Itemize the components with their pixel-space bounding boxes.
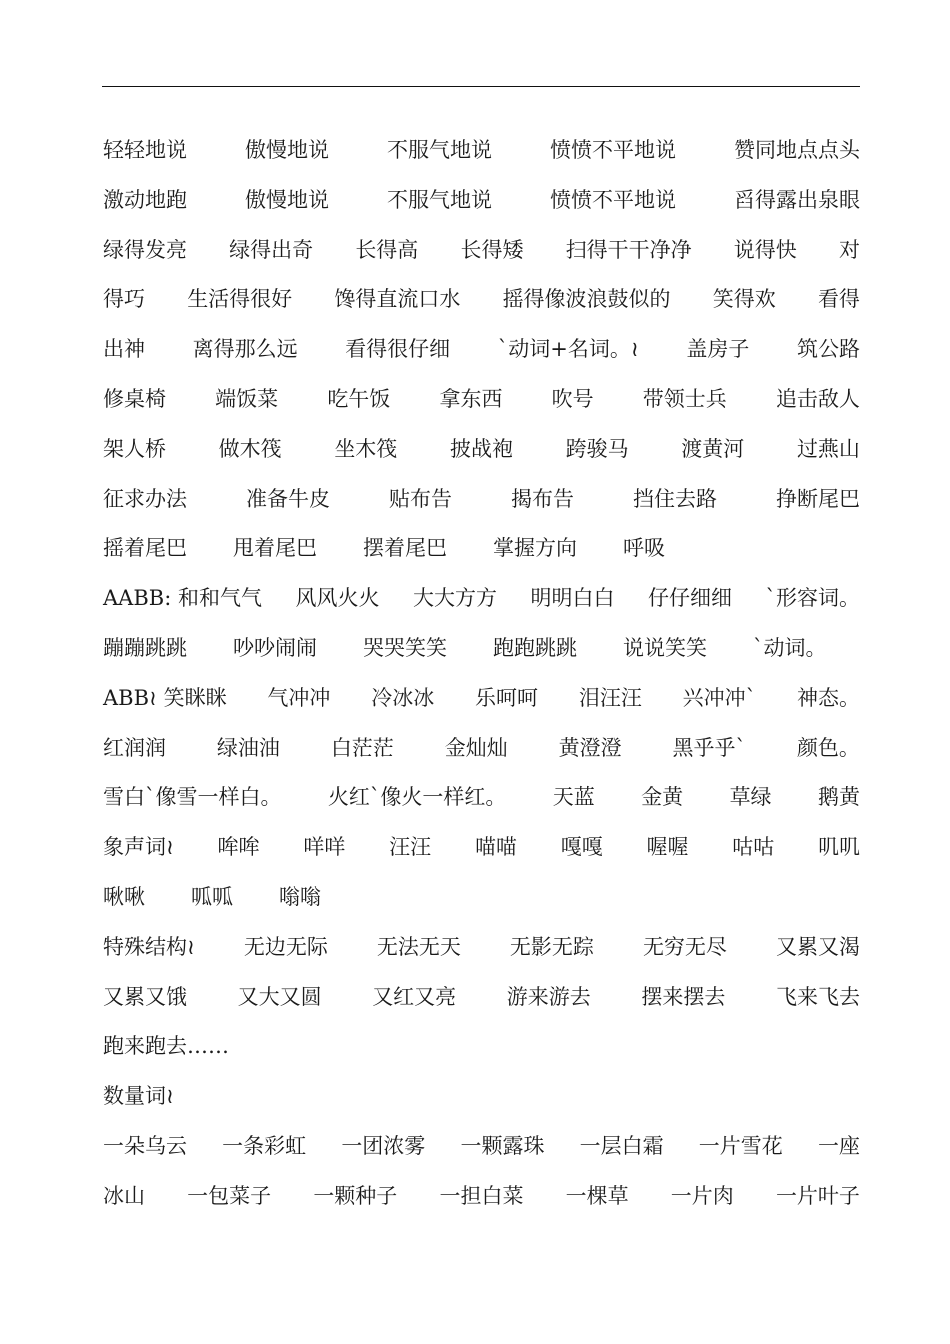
word: 盖房子 <box>686 337 750 362</box>
word: 说说笑笑 <box>623 635 707 660</box>
text-line <box>103 873 860 923</box>
word: 特殊结构≀ <box>103 934 195 959</box>
word: 摆着尾巴 <box>363 536 447 561</box>
word: 喔喔 <box>646 835 689 860</box>
word: 金黄 <box>641 785 684 810</box>
word: 生活得很好 <box>187 287 293 312</box>
word: 呼吸 <box>623 536 665 561</box>
word: 不服气地说 <box>387 138 492 162</box>
word: 仔仔细细 <box>647 586 732 611</box>
word: 飞来飞去 <box>775 984 860 1009</box>
word: 无法无天 <box>376 934 461 959</box>
word: 黄澄澄 <box>558 735 622 760</box>
word: 黑乎乎` <box>672 735 747 760</box>
word: 吹号 <box>551 386 594 411</box>
word: 摇着尾巴 <box>103 536 187 561</box>
word: 红润润 <box>103 735 166 760</box>
word: 傲慢地说 <box>245 138 329 162</box>
text-line <box>103 724 860 774</box>
text-line <box>103 126 860 176</box>
word: 绿得发亮 <box>103 237 187 262</box>
word: 坐木筏 <box>334 436 398 461</box>
word: 一朵乌云 <box>103 1133 187 1158</box>
word: 不服气地说 <box>387 187 492 212</box>
word: 无影无踪 <box>509 934 594 959</box>
text-line <box>103 375 860 425</box>
word: 鹅黄 <box>817 785 860 810</box>
word: 火红`像火一样红。 <box>327 785 507 810</box>
word: 拿东西 <box>439 386 503 411</box>
word: 出神 <box>103 337 145 362</box>
word: 端饭菜 <box>215 386 279 411</box>
word: 白茫茫 <box>330 735 394 760</box>
word: 吃午饭 <box>327 386 391 411</box>
word: 明明白白 <box>530 586 615 611</box>
word: 神态。 <box>796 685 860 710</box>
word: 一颗露珠 <box>460 1133 545 1158</box>
word: 一片雪花 <box>698 1133 783 1158</box>
word: 摇得像波浪鼓似的 <box>502 287 671 312</box>
word: 吵吵闹闹 <box>233 635 317 660</box>
text-line <box>103 425 860 475</box>
text-line <box>103 275 860 325</box>
header-rule <box>102 86 860 87</box>
word: 一颗种子 <box>313 1183 398 1208</box>
word: 过燕山 <box>796 436 860 461</box>
text-line <box>103 524 860 574</box>
text-line <box>103 475 860 525</box>
word: 蹦蹦跳跳 <box>103 635 187 660</box>
word: 愤愤不平地说 <box>550 138 676 162</box>
word: 贴布告 <box>389 486 452 511</box>
word: 赞同地点点头 <box>734 138 860 162</box>
word: 带领士兵 <box>642 386 727 411</box>
word: 摆来摆去 <box>641 984 726 1009</box>
word: 长得矮 <box>460 237 524 262</box>
word: 又大又圆 <box>237 984 322 1009</box>
word: 筑公路 <box>796 337 860 362</box>
word: 激动地跑 <box>103 187 187 212</box>
word: 跑来跑去…… <box>103 1034 229 1059</box>
word: 冷冰冰 <box>371 685 435 710</box>
word: 象声词≀ <box>103 835 174 860</box>
document-body <box>103 126 860 1222</box>
word: 渡黄河 <box>681 436 745 461</box>
word: 无边无际 <box>243 934 328 959</box>
text-line <box>103 624 860 674</box>
word: 挡住去路 <box>633 486 717 511</box>
text-line <box>103 1122 860 1172</box>
word: 游来游去 <box>506 984 591 1009</box>
word: 又累又渴 <box>775 934 860 959</box>
word: 对 <box>838 237 860 262</box>
word: 揭布告 <box>511 486 574 511</box>
text-line <box>103 1022 860 1072</box>
word: 又红又亮 <box>372 984 457 1009</box>
word: 挣断尾巴 <box>776 486 860 511</box>
word: 傲慢地说 <box>245 187 329 212</box>
word: 数量词≀ <box>103 1084 174 1109</box>
text-line <box>103 176 860 226</box>
word: 得巧 <box>103 287 145 312</box>
word: 嘎嘎 <box>560 835 603 860</box>
word: 甩着尾巴 <box>233 536 317 561</box>
word: 嗡嗡 <box>279 884 321 909</box>
word: 离得那么远 <box>192 337 298 362</box>
word: 雪白`像雪一样白。 <box>103 785 282 810</box>
word: 一层白霜 <box>579 1133 664 1158</box>
word: 颜色。 <box>796 735 860 760</box>
word: 无穷无尽 <box>642 934 727 959</box>
word: 一棵草 <box>565 1183 629 1208</box>
text-line <box>103 823 860 873</box>
word: 馋得直流口水 <box>334 287 461 312</box>
word: 一片叶子 <box>775 1183 860 1208</box>
word: 准备牛皮 <box>246 486 330 511</box>
word: `动词+名词。≀ <box>497 337 639 362</box>
text-line <box>103 325 860 375</box>
word: 看得很仔细 <box>345 337 451 362</box>
word: 冰山 <box>103 1183 145 1208</box>
text-line <box>103 226 860 276</box>
word: `形容词。 <box>765 586 860 611</box>
word: 掌握方向 <box>493 536 577 561</box>
word: 绿油油 <box>216 735 280 760</box>
word: 架人桥 <box>103 436 166 461</box>
word: 愤愤不平地说 <box>550 187 676 212</box>
word: 一条彩虹 <box>222 1133 307 1158</box>
word: 披战袍 <box>449 436 513 461</box>
word: 做木筏 <box>218 436 282 461</box>
word: 征求办法 <box>103 486 187 511</box>
word: 气冲冲 <box>267 685 331 710</box>
word: 咩咩 <box>303 835 346 860</box>
word: 咕咕 <box>732 835 775 860</box>
word: `动词。 <box>753 635 827 660</box>
word: 叽叽 <box>818 835 860 860</box>
word: 轻轻地说 <box>103 138 187 162</box>
word: 呱呱 <box>191 884 233 909</box>
word: 乐呵呵 <box>475 685 539 710</box>
word: 修桌椅 <box>103 386 166 411</box>
word: AABB: 和和气气 <box>103 586 262 611</box>
word: 追击敌人 <box>775 386 860 411</box>
word: 一担白菜 <box>439 1183 524 1208</box>
word: 扫得干干净净 <box>565 237 692 262</box>
word: 一团浓雾 <box>341 1133 426 1158</box>
word: 跨骏马 <box>565 436 629 461</box>
word: 大大方方 <box>412 586 497 611</box>
text-line <box>103 1172 860 1222</box>
word: 喵喵 <box>474 835 517 860</box>
word: 跑跑跳跳 <box>493 635 577 660</box>
text-line <box>103 773 860 823</box>
word: 一座 <box>817 1133 860 1158</box>
word: 风风火火 <box>295 586 380 611</box>
word: 汪汪 <box>389 835 432 860</box>
word: 哞哞 <box>217 835 260 860</box>
word: 天蓝 <box>552 785 595 810</box>
word: 一包菜子 <box>187 1183 272 1208</box>
word: 草绿 <box>729 785 772 810</box>
word: 一片肉 <box>670 1183 734 1208</box>
text-line <box>103 973 860 1023</box>
word: 啾啾 <box>103 884 145 909</box>
text-line <box>103 1072 860 1122</box>
text-line <box>103 923 860 973</box>
word: 哭哭笑笑 <box>363 635 447 660</box>
word: 说得快 <box>733 237 797 262</box>
word: 泪汪汪 <box>578 685 642 710</box>
word: 笑得欢 <box>712 287 776 312</box>
text-line <box>103 574 860 624</box>
word: 看得 <box>817 287 860 312</box>
word: 舀得露出泉眼 <box>734 187 860 212</box>
word: 金灿灿 <box>444 735 508 760</box>
word: 又累又饿 <box>103 984 187 1009</box>
word: 长得高 <box>355 237 419 262</box>
text-line <box>103 674 860 724</box>
word: ABB≀ 笑眯眯 <box>103 685 227 710</box>
word: 绿得出奇 <box>229 237 314 262</box>
word: 兴冲冲` <box>682 685 757 710</box>
